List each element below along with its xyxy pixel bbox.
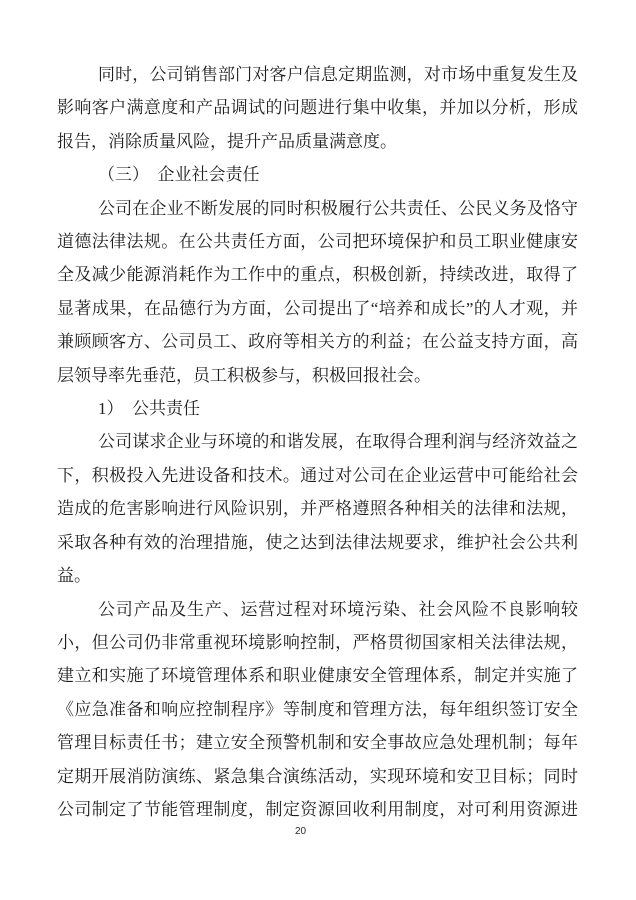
- paragraph-harmonious-development: 公司谋求企业与环境的和谐发展，在取得合理利润与经济效益之下，积极投入先进设备和技术。通过对公司在企业运营中可能给社会造成的危害影响进行风险识别，并严格遵照各种相关的法律和法规，采取各种有效的治理措施，使之达到法律法规要求，维护社会公共利益。: [57, 432, 578, 586]
- page-number: 20: [294, 826, 307, 837]
- page-content: [57, 58, 578, 826]
- subsection-heading-public-responsibility: 1） 公共责任: [98, 399, 200, 419]
- paragraph-environment-management: 公司产品及生产、运营过程对环境污染、社会风险不良影响较小，但公司仍非常重视环境影响控制，严格贯彻国家相关法律法规，建立和实施了环境管理体系和职业健康安全管理体系，制定并实施了《应急准备和响应控制程序》等制度和管理方法，每年组织签订安全管理目标责任书；建立安全预警机制和安全事故应急处理机制；每年定期开展消防演练、紧急集合演练活动，实现环境和安卫目标；同时公司制定了节能管理制度，制定资源回收利用制度，对可利用资源进: [57, 599, 578, 819]
- paragraph-social-responsibility-overview: 公司在企业不断发展的同时积极履行公共责任、公民义务及恪守道德法律法规。在公共责任方面，公司把环境保护和员工职业健康安全及减少能源消耗作为工作中的重点，积极创新，持续改进，取得了显著成果，在品德行为方面，公司提出了“培养和成长”的人才观，并兼顾顾客方、公司员工、政府等相关方的利益；在公益支持方面，高层领导率先垂范，员工积极参与，积极回报社会。: [57, 198, 578, 385]
- paragraph-customer-info-monitoring: 同时，公司销售部门对客户信息定期监测，对市场中重复发生及影响客户满意度和产品调试的问题进行集中收集，并加以分析，形成报告，消除质量风险，提升产品质量满意度。: [57, 65, 578, 151]
- section-heading-corporate-social-responsibility: （三） 企业社会责任: [98, 165, 260, 185]
